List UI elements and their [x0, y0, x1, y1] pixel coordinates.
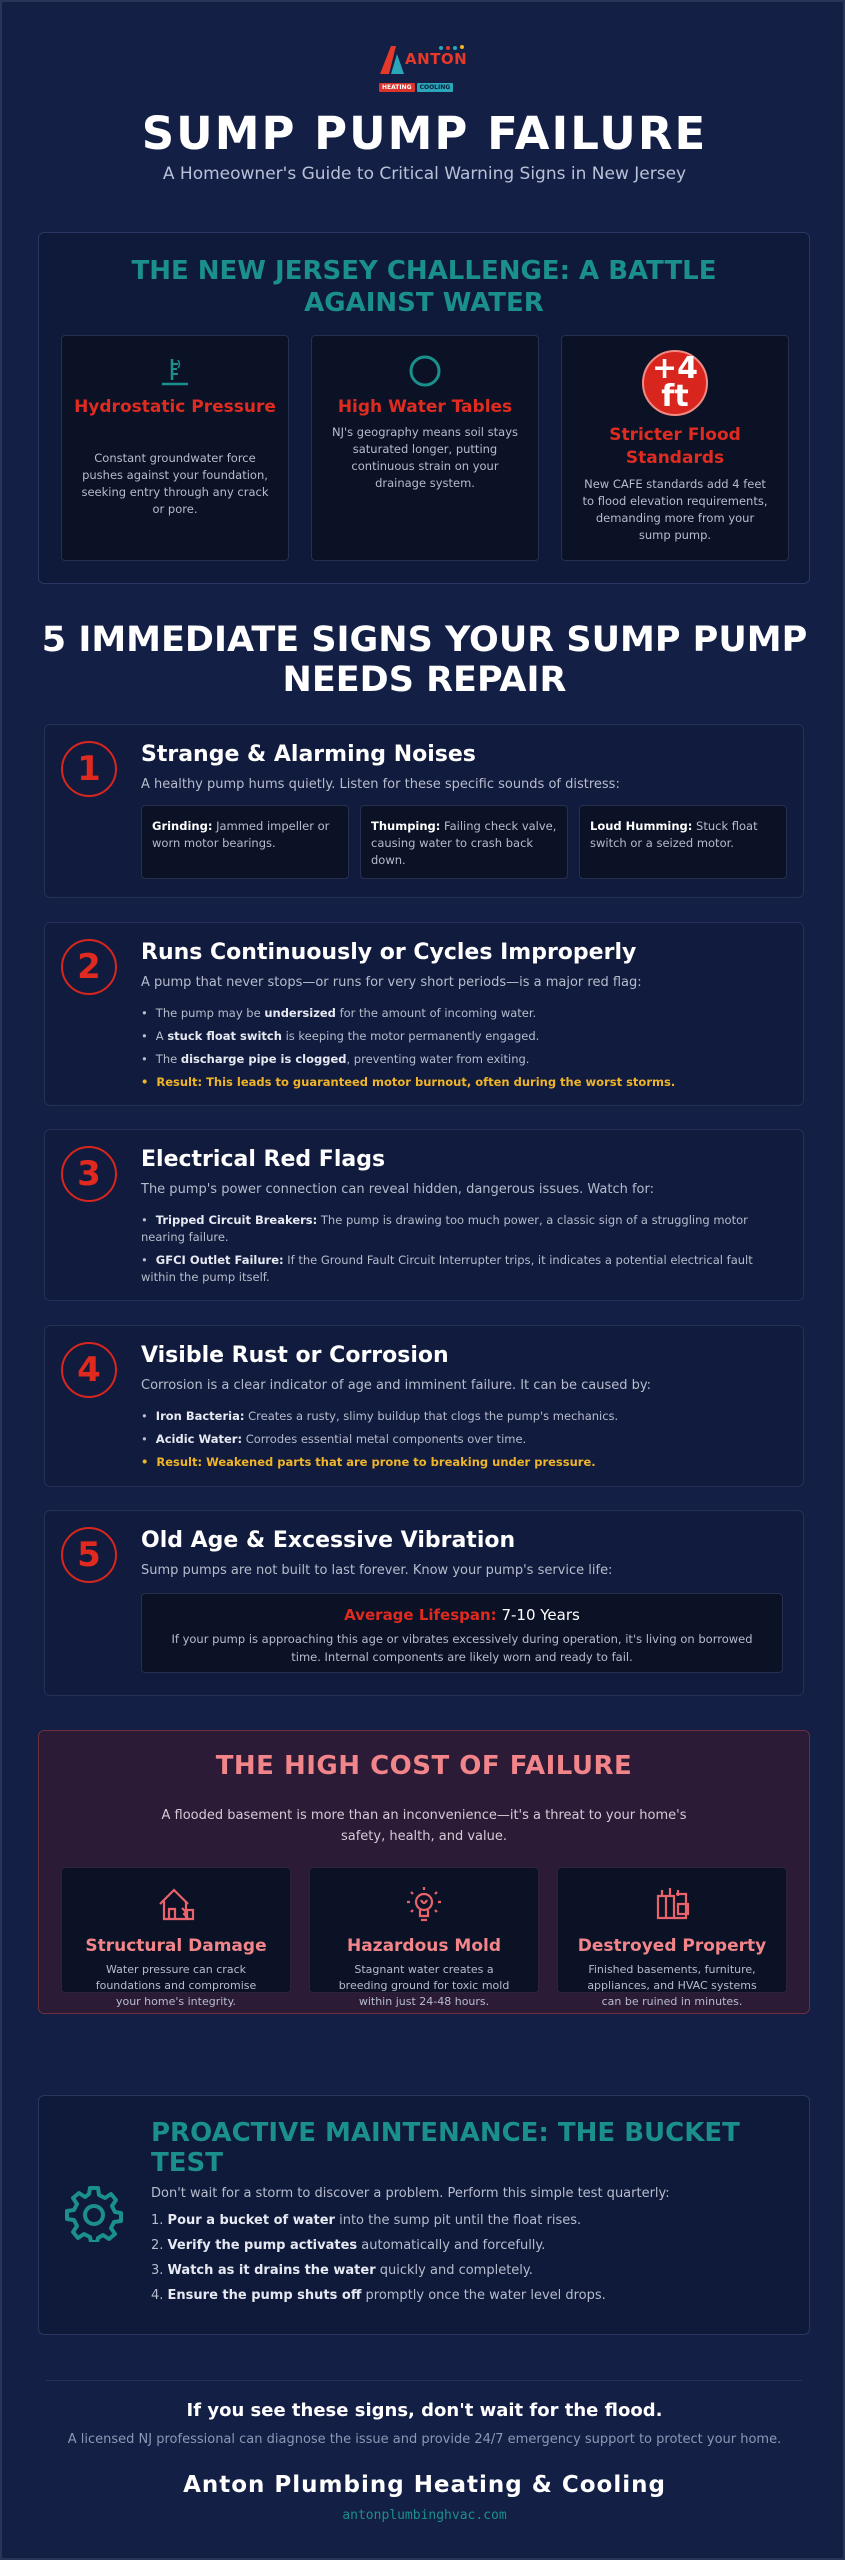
sign-bullet-list	[141, 1005, 783, 1097]
logo-cooling-label: COOLING	[417, 83, 454, 92]
lifespan-value: 7-10 Years	[496, 1606, 580, 1624]
page-subtitle: A Homeowner's Guide to Critical Warning Signs in New Jersey	[162, 164, 687, 184]
bucket-test-intro: Don't wait for a storm to discover a problem. Perform this simple test quarterly:	[151, 2186, 670, 2201]
sign-card-3	[44, 1129, 804, 1301]
house-damage-icon	[62, 1884, 290, 1924]
list-item: 1. Pour a bucket of water into the sump pit until the float rises.	[151, 2213, 582, 2228]
sign-title: Strange & Alarming Noises	[141, 742, 476, 767]
noise-box-thumping	[360, 805, 568, 879]
noise-text: Jammed impeller or worn motor bearings.	[152, 819, 330, 850]
sign-intro: A healthy pump hums quietly. Listen for these specific sounds of distress:	[141, 777, 620, 792]
challenge-title: THE NEW JERSEY CHALLENGE: A BATTLE AGAINST WATER	[131, 256, 717, 318]
list-item: • Iron Bacteria: Creates a rusty, slimy buildup that clogs the pump's mechanics.	[141, 1409, 619, 1423]
challenge-card-title: High Water Tables	[337, 397, 513, 417]
page-title: SUMP PUMP FAILURE	[141, 107, 708, 160]
footer-brand-name: Anton Plumbing Heating & Cooling	[183, 2472, 666, 2498]
bucket-test-title: PROACTIVE MAINTENANCE: THE BUCKET TEST	[151, 2118, 740, 2178]
sign-card-5	[44, 1510, 804, 1696]
noise-box-grinding	[141, 805, 349, 879]
cost-card-mold	[309, 1867, 539, 2008]
sign-number: 4	[61, 1342, 117, 1398]
bucket-test-section	[38, 2095, 810, 2335]
cost-card-title: Hazardous Mold	[346, 1936, 502, 1956]
sign-intro: The pump's power connection can reveal hidden, dangerous issues. Watch for:	[141, 1182, 654, 1197]
noise-label: Thumping:	[371, 819, 441, 833]
logo-mark-icon	[377, 42, 407, 78]
noise-text: Stuck float switch or a seized motor.	[590, 819, 758, 850]
signs-section-title: 5 IMMEDIATE SIGNS YOUR SUMP PUMP NEEDS REPAIR	[41, 620, 808, 700]
sign-card-4	[44, 1325, 804, 1487]
circle-icon	[312, 354, 538, 388]
sign-card-1	[44, 724, 804, 898]
challenge-card-title: Stricter Flood Standards	[609, 425, 741, 468]
lifespan-box	[141, 1593, 783, 1673]
cost-intro: A flooded basement is more than an inconvenience—it's a threat to your home's safety, health, and value.	[161, 1808, 687, 1844]
sign-number: 5	[61, 1527, 117, 1583]
list-item: • Tripped Circuit Breakers: The pump is drawing too much power, a classic sign of a struggling motor nearing failure.	[141, 1213, 748, 1244]
challenge-card-flood-standards	[561, 335, 789, 561]
footer-website-link[interactable]: antonplumbinghvac.com	[342, 2508, 507, 2523]
lifespan-label: Average Lifespan:	[344, 1606, 497, 1624]
furniture-icon	[558, 1884, 786, 1924]
list-item: • The discharge pipe is clogged, preventing water from exiting.	[141, 1052, 530, 1066]
noise-label: Grinding:	[152, 819, 213, 833]
sign-title: Visible Rust or Corrosion	[141, 1343, 449, 1368]
cost-card-desc: Finished basements, furniture, appliances, and HVAC systems can be ruined in minutes.	[587, 1963, 757, 2008]
gear-icon	[65, 2184, 123, 2246]
logo-heating-label: HEATING	[379, 83, 415, 92]
challenge-card-hydrostatic	[61, 335, 289, 561]
sign-intro: Corrosion is a clear indicator of age and imminent failure. It can be caused by:	[141, 1378, 652, 1393]
logo-dots-icon	[437, 44, 467, 52]
badge-bottom-text: ft	[661, 379, 689, 414]
sign-bullet-list	[141, 1212, 783, 1292]
cost-card-title: Destroyed Property	[577, 1936, 767, 1956]
challenge-card-desc: NJ's geography means soil stays saturated longer, putting continuous strain on your drainage system.	[331, 425, 519, 490]
logo-tagline	[379, 83, 453, 92]
challenge-card-desc: New CAFE standards add 4 feet to flood elevation requirements, demanding more from your sump pump.	[582, 477, 768, 542]
plus-4ft-badge	[562, 350, 788, 416]
challenge-card-title: Hydrostatic Pressure	[74, 397, 276, 417]
footer-subtext: A licensed NJ professional can diagnose the issue and provide 24/7 emergency support to protect your home.	[67, 2432, 782, 2447]
sign-number: 2	[61, 939, 117, 995]
mold-bulb-icon	[310, 1884, 538, 1924]
logo-name: ANTON	[405, 50, 468, 68]
list-item: 4. Ensure the pump shuts off promptly once the water level drops.	[151, 2288, 606, 2303]
noise-box-humming	[579, 805, 787, 879]
cost-card-structural	[61, 1867, 291, 2008]
sign-intro: Sump pumps are not built to last forever. Know your pump's service life:	[141, 1563, 613, 1578]
logo[interactable]	[377, 40, 477, 94]
list-item: • The pump may be undersized for the amount of incoming water.	[141, 1006, 537, 1020]
challenge-card-water-tables	[311, 335, 539, 561]
cost-card-desc: Stagnant water creates a breeding ground for toxic mold within just 24-48 hours.	[338, 1963, 510, 2008]
noise-text: Failing check valve, causing water to crash back down.	[371, 819, 557, 867]
sign-number: 1	[61, 741, 117, 797]
nj-challenge-section	[38, 232, 810, 584]
lifespan-desc: If your pump is approaching this age or vibrates excessively during operation, it's living on borrowed time. Internal components are likely worn and ready to fail.	[171, 1632, 753, 1664]
cost-title: THE HIGH COST OF FAILURE	[215, 1751, 633, 1781]
footer-cta: If you see these signs, don't wait for the flood.	[186, 2400, 663, 2421]
challenge-card-desc: Constant groundwater force pushes against your foundation, seeking entry through any crack or pore.	[81, 451, 269, 516]
sign-title: Runs Continuously or Cycles Improperly	[141, 940, 637, 965]
bucket-test-steps	[151, 2212, 606, 2312]
water-gauge-icon	[62, 356, 288, 388]
cost-card-title: Structural Damage	[85, 1936, 267, 1956]
high-cost-section	[38, 1730, 810, 2014]
list-item: • A stuck float switch is keeping the motor permanently engaged.	[141, 1029, 540, 1043]
list-item: • GFCI Outlet Failure: If the Ground Fault Circuit Interrupter trips, it indicates a potential electrical fault within the pump itself.	[141, 1253, 753, 1284]
result-note: • Result: This leads to guaranteed motor burnout, often during the worst storms.	[141, 1075, 676, 1089]
plus-4ft-badge-circle	[642, 350, 708, 416]
result-note: • Result: Weakened parts that are prone to breaking under pressure.	[141, 1455, 596, 1469]
sign-number: 3	[61, 1146, 117, 1202]
list-item: 3. Watch as it drains the water quickly and completely.	[151, 2263, 533, 2278]
sign-title: Electrical Red Flags	[141, 1147, 386, 1172]
list-item: • Acidic Water: Corrodes essential metal components over time.	[141, 1432, 527, 1446]
footer-divider	[46, 2380, 802, 2381]
cost-card-desc: Water pressure can crack foundations and compromise your home's integrity.	[95, 1963, 257, 2008]
sign-intro: A pump that never stops—or runs for very short periods—is a major red flag:	[141, 975, 642, 990]
noise-label: Loud Humming:	[590, 819, 693, 833]
badge-top-text: +4	[651, 351, 698, 386]
cost-card-property	[557, 1867, 787, 2008]
sign-title: Old Age & Excessive Vibration	[141, 1528, 516, 1553]
list-item: 2. Verify the pump activates automatically and forcefully.	[151, 2238, 546, 2253]
sign-bullet-list	[141, 1408, 783, 1477]
sign-card-2	[44, 922, 804, 1106]
lifespan-heading	[142, 1606, 782, 1624]
